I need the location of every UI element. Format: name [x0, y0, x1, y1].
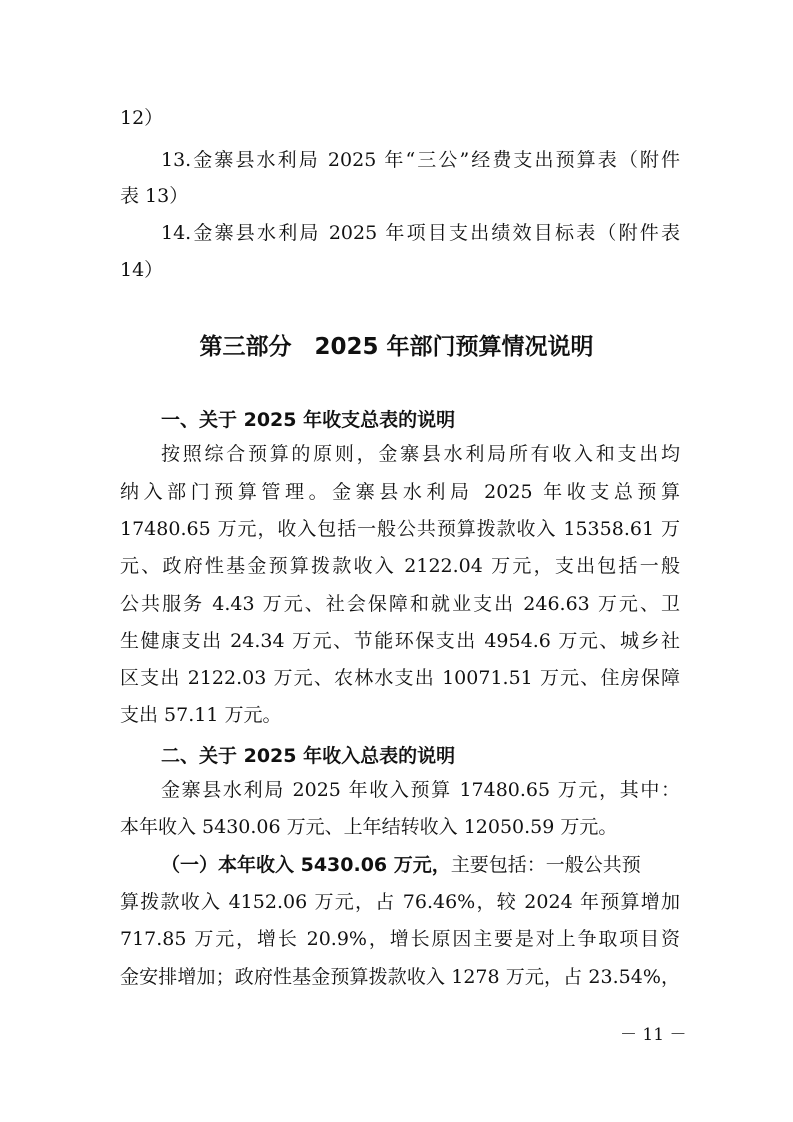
- section-2-line-6: 金安排增加；政府性基金预算拨款收入 1278 万元，占 23.54%，: [120, 966, 680, 988]
- section-1-line-5: 公共服务 4.43 万元、社会保障和就业支出 246.63 万元、卫: [120, 593, 680, 615]
- section-1-line-8: 支出 57.11 万元。: [120, 704, 282, 726]
- section-1-line-6: 生健康支出 24.34 万元、节能环保支出 4954.6 万元、城乡社: [120, 630, 680, 652]
- section-1-line-3: 17480.65 万元，收入包括一般公共预算拨款收入 15358.61 万: [120, 518, 680, 540]
- section-1-line-2: 纳入部门预算管理。金寨县水利局 2025 年收支总预算: [120, 481, 680, 503]
- page-number: － 11 －: [620, 1025, 687, 1045]
- section-2-heading: 二、关于 2025 年收入总表的说明: [161, 745, 456, 767]
- list-line-3: 表 13）: [120, 185, 189, 207]
- section-1-heading: 一、关于 2025 年收支总表的说明: [161, 409, 456, 431]
- section-2-line-3: [161, 853, 680, 877]
- part-title: 第三部分 2025 年部门预算情况说明: [199, 334, 594, 360]
- list-item-13: 13.金寨县水利局 2025 年“三公”经费支出预算表（附件: [161, 149, 680, 171]
- list-line-1: 12）: [120, 107, 164, 129]
- subsection-1-lead: 主要包括：一般公共预: [450, 854, 641, 876]
- section-1-line-7: 区支出 2122.03 万元、农林水支出 10071.51 万元、住房保障: [120, 667, 680, 689]
- section-1-line-4: 元、政府性基金预算拨款收入 2122.04 万元，支出包括一般: [120, 555, 680, 577]
- subsection-1-heading: （一）本年收入 5430.06 万元，: [161, 854, 451, 876]
- section-2-line-2: 本年收入 5430.06 万元、上年结转收入 12050.59 万元。: [120, 816, 618, 838]
- section-2-line-5: 717.85 万元，增长 20.9%，增长原因主要是对上争取项目资: [120, 928, 680, 950]
- list-item-14: 14.金寨县水利局 2025 年项目支出绩效目标表（附件表: [161, 222, 680, 244]
- list-line-5: 14）: [120, 259, 164, 281]
- section-2-line-4: 算拨款收入 4152.06 万元，占 76.46%，较 2024 年预算增加: [120, 891, 680, 913]
- section-1-line-1: 按照综合预算的原则，金寨县水利局所有收入和支出均: [161, 443, 680, 465]
- section-2-line-1: 金寨县水利局 2025 年收入预算 17480.65 万元，其中：: [161, 779, 680, 801]
